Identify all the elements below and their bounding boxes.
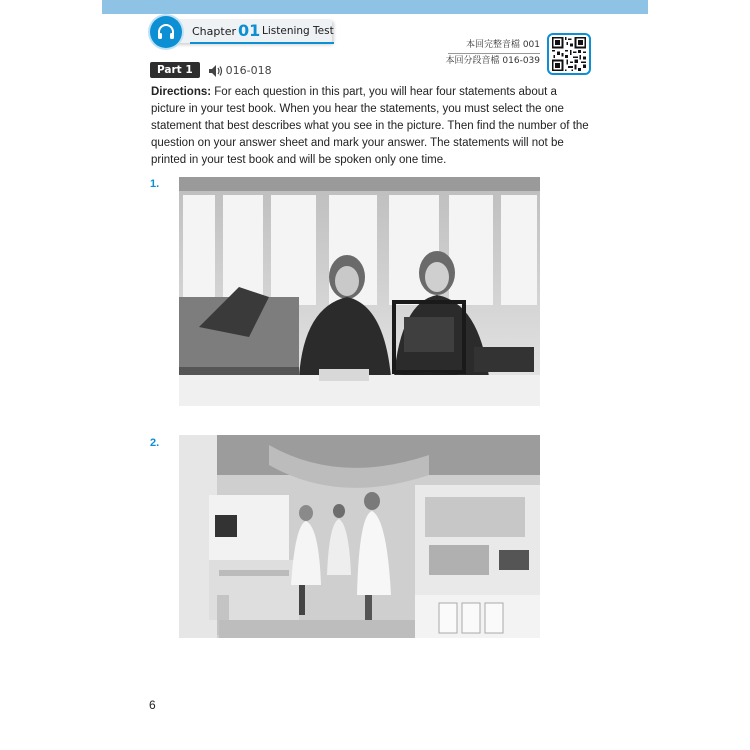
headphones-icon — [150, 16, 182, 48]
chapter-tab-underline — [190, 42, 334, 44]
chapter-title: Listening Test — [262, 25, 334, 37]
part-track-range: 016-018 — [225, 63, 272, 77]
question-1-photo — [179, 177, 540, 406]
speaker-icon[interactable] — [208, 63, 224, 77]
qr-code[interactable] — [547, 33, 591, 75]
directions-paragraph — [151, 84, 593, 169]
directions-label: Directions: — [151, 86, 212, 98]
part-badge: Part 1 — [150, 62, 200, 78]
audio-file-info — [446, 38, 540, 69]
chapter-label: Chapter — [192, 25, 236, 38]
question-2-photo — [179, 435, 540, 638]
audio-full-label: 本回完整音檔 001 — [465, 40, 540, 50]
question-number-1: 1. — [150, 178, 160, 190]
directions-text: For each question in this part, you will hear four statements about a picture in your test book. When you hear the statements, you must select the one statement that best describes what you see in the picture. Then find the number of the question on your answer sheet and mark your answer. The statements will not be printed in your test book and will be spoken only one time. — [151, 86, 589, 166]
page-number: 6 — [149, 698, 156, 712]
chapter-number: 01 — [238, 21, 261, 40]
question-number-2: 2. — [150, 437, 160, 449]
audio-segment-label: 本回分段音檔 016-039 — [445, 56, 540, 66]
top-color-band — [102, 0, 648, 14]
part-header — [150, 62, 272, 78]
qr-code-icon — [551, 37, 587, 71]
chapter-header — [150, 16, 334, 46]
